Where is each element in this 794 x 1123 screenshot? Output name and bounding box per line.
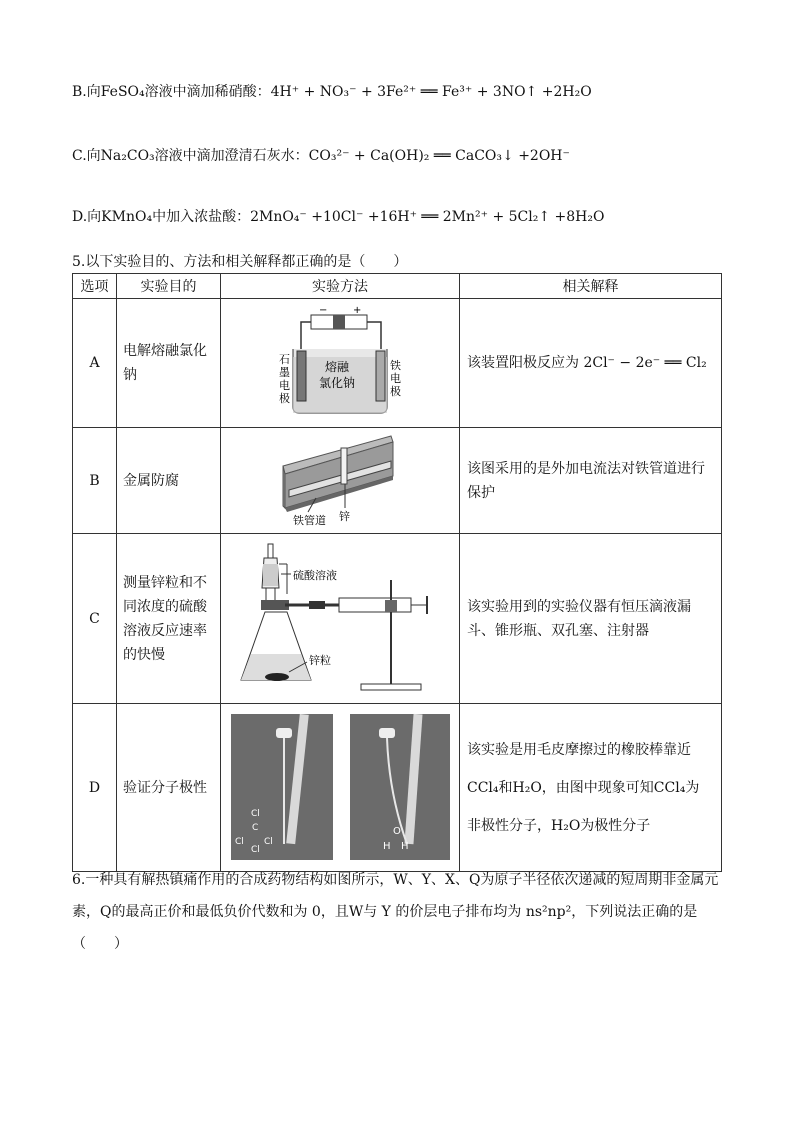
table-header-row	[73, 274, 722, 299]
row-option: D	[73, 704, 117, 872]
explanation-line: 该实验是用毛皮摩擦过的橡胶棒靠近	[467, 741, 691, 758]
molecular-polarity-photos	[221, 704, 458, 867]
option-d: D.向KMnO₄中加入浓盐酸：2MnO₄⁻ +10Cl⁻ +16H⁺ ══ 2Mn²⁺ + 5Cl₂↑ +8H₂O	[72, 209, 605, 225]
table-row	[73, 534, 722, 704]
table-row	[73, 299, 722, 428]
svg-text:H: H	[401, 841, 409, 852]
header-method: 实验方法	[221, 274, 460, 299]
explanation-line: 非极性分子，H₂O为极性分子	[467, 817, 651, 834]
svg-text:熔融: 熔融	[325, 360, 350, 374]
row-explanation: 该实验用到的实验仪器有恒压滴液漏斗、锥形瓶、双孔塞、注射器	[460, 534, 722, 704]
svg-text:+: +	[353, 305, 362, 316]
question-6-stem	[72, 864, 728, 960]
row-method	[221, 534, 460, 704]
table-row	[73, 428, 722, 534]
row-option: B	[73, 428, 117, 534]
row-method	[221, 428, 460, 534]
row-method	[221, 299, 460, 428]
svg-text:石: 石	[279, 353, 290, 366]
svg-text:锌: 锌	[339, 510, 350, 523]
svg-text:O: O	[393, 826, 401, 837]
row-explanation: 该图采用的是外加电流法对铁管道进行保护	[460, 428, 722, 534]
svg-text:铁管道: 铁管道	[293, 514, 326, 527]
svg-text:C: C	[252, 823, 259, 833]
table-row	[73, 704, 722, 872]
electrolysis-apparatus-figure	[221, 299, 458, 423]
svg-text:极: 极	[390, 385, 401, 398]
svg-text:Cl: Cl	[251, 845, 260, 855]
row-option: A	[73, 299, 117, 428]
row-aim: 电解熔融氯化钠	[117, 299, 221, 428]
svg-text:墨: 墨	[279, 366, 290, 379]
svg-text:氯化钠: 氯化钠	[319, 376, 356, 390]
question-6-line: 6.一种具有解热镇痛作用的合成药物结构如图所示，W、Y、X、Q为原子半径依次递减的短周期非金属元	[72, 872, 719, 888]
svg-text:Cl: Cl	[235, 837, 244, 847]
option-c: C.向Na₂CO₃溶液中滴加澄清石灰水：CO₃²⁻ + Ca(OH)₂ ══ CaCO₃↓ +2OH⁻	[72, 148, 570, 164]
svg-text:Cl: Cl	[264, 837, 273, 847]
header-option: 选项	[73, 274, 117, 299]
question-6-line: 素，Q的最高正价和最低负价代数和为 0，且W与 Y 的价层电子排布均为 ns²np²，下列说法正确的是	[72, 904, 698, 920]
svg-text:电: 电	[390, 372, 401, 385]
option-b: B.向FeSO₄溶液中滴加稀硝酸：4H⁺ + NO₃⁻ + 3Fe²⁺ ══ Fe³⁺ + 3NO↑ +2H₂O	[72, 84, 592, 100]
pipe-protection-figure	[221, 428, 458, 529]
reaction-rate-apparatus-figure	[221, 534, 458, 699]
header-explanation: 相关解释	[460, 274, 722, 299]
header-aim: 实验目的	[117, 274, 221, 299]
svg-text:−: −	[319, 305, 328, 316]
row-method	[221, 704, 460, 872]
question-5-stem: 5.以下实验目的、方法和相关解释都正确的是（ ）	[72, 254, 408, 270]
explanation-line: CCl₄和H₂O，由图中现象可知CCl₄为	[467, 779, 700, 796]
row-explanation	[460, 704, 722, 872]
svg-text:Cl: Cl	[251, 809, 260, 819]
row-aim: 金属防腐	[117, 428, 221, 534]
row-aim: 验证分子极性	[117, 704, 221, 872]
svg-text:电: 电	[279, 379, 290, 392]
svg-text:锌粒: 锌粒	[309, 654, 331, 667]
experiment-table	[72, 273, 722, 872]
svg-text:H: H	[383, 841, 391, 852]
question-6-line: （ ）	[72, 936, 128, 952]
row-aim: 测量锌粒和不同浓度的硫酸溶液反应速率的快慢	[117, 534, 221, 704]
row-explanation: 该装置阳极反应为 2Cl⁻ − 2e⁻ ══ Cl₂	[460, 299, 722, 428]
svg-text:硫酸溶液: 硫酸溶液	[293, 569, 337, 582]
svg-text:铁: 铁	[390, 359, 401, 372]
row-option: C	[73, 534, 117, 704]
svg-text:极: 极	[279, 392, 290, 405]
